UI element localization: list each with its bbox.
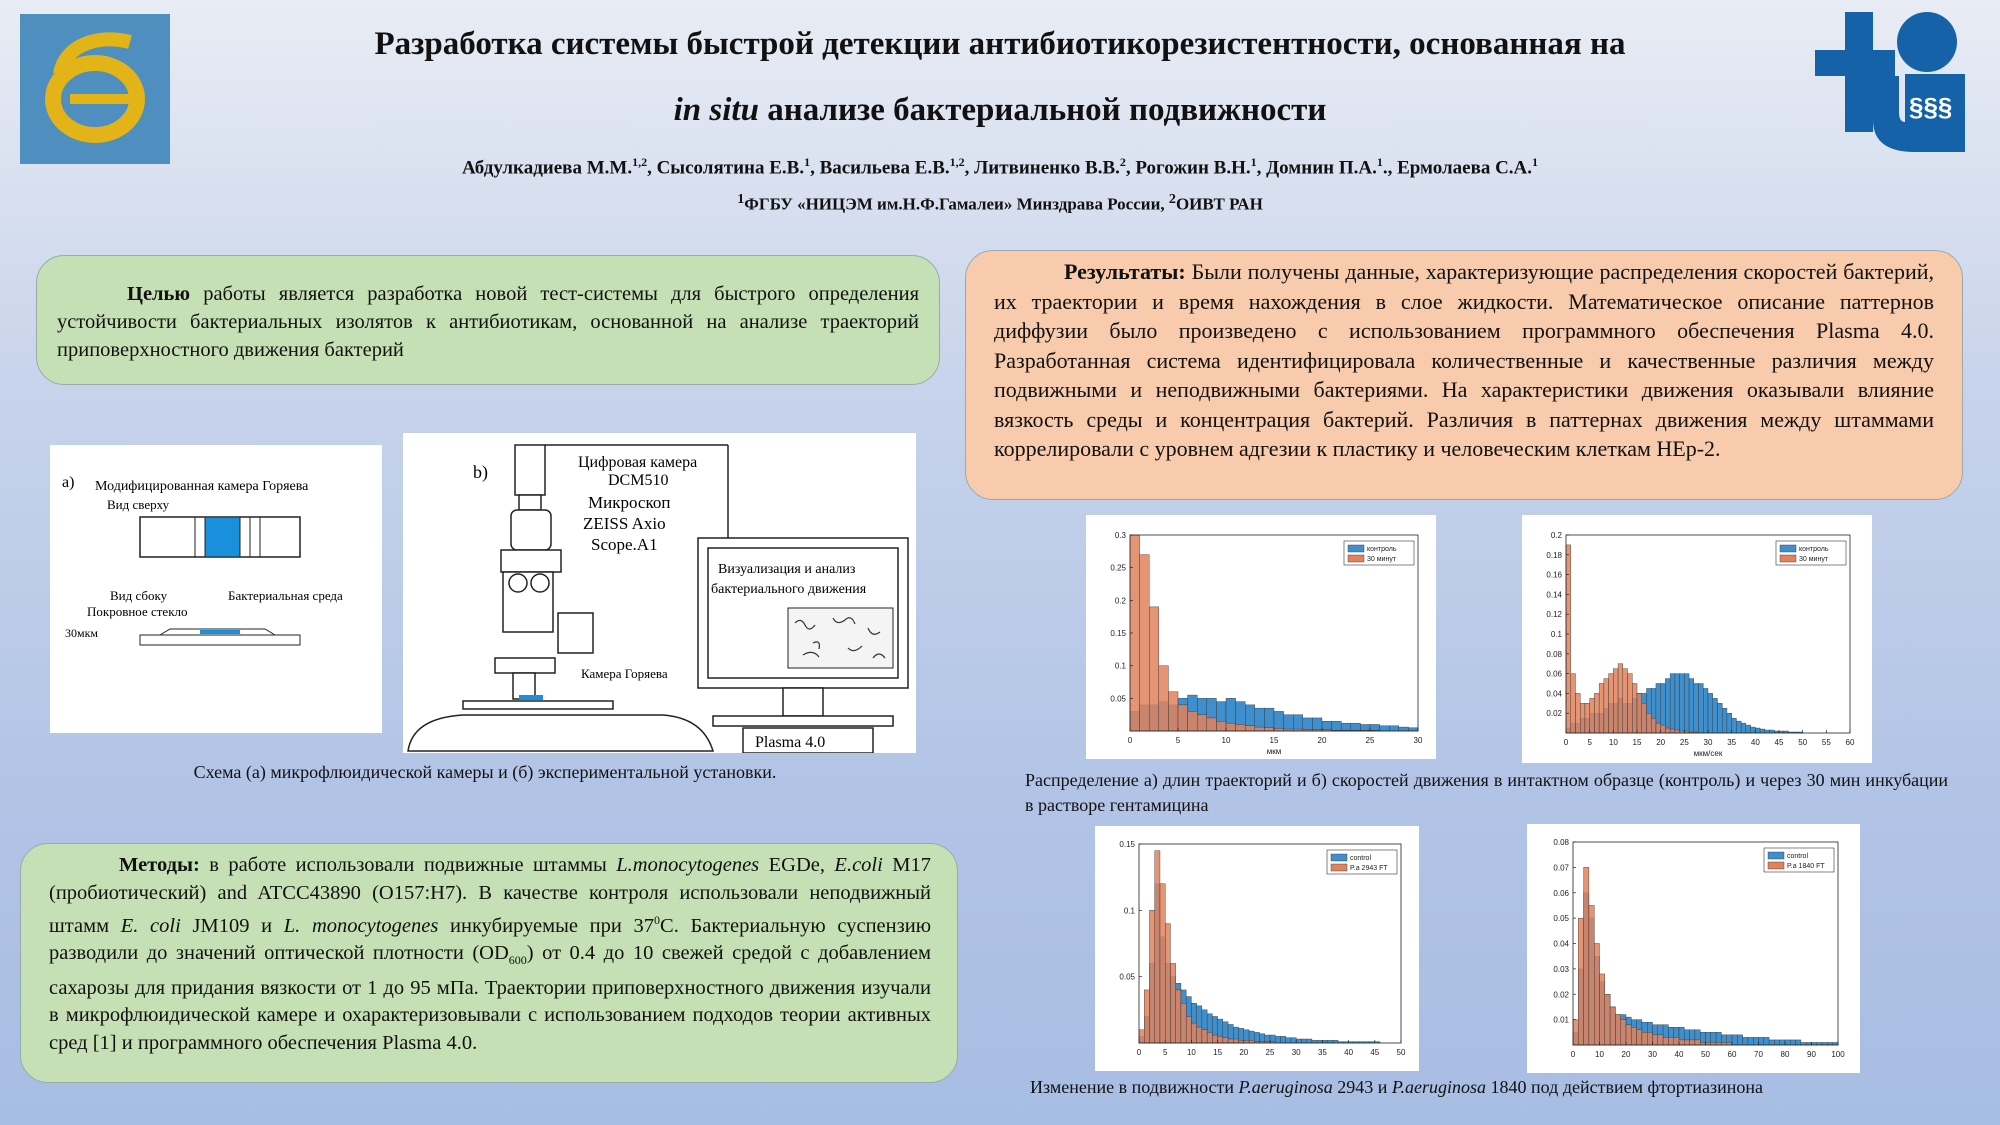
y-tick-label: 0.05	[1119, 972, 1135, 982]
y-tick-label: 0.16	[1546, 570, 1562, 580]
bar-series1	[1408, 728, 1418, 731]
x-tick-label: 5	[1175, 736, 1181, 745]
y-tick-label: 0.18	[1546, 550, 1562, 560]
y-tick-label: 0.25	[1110, 563, 1126, 573]
x-tick-label: 45	[1774, 738, 1784, 747]
bar-series1	[1760, 729, 1765, 733]
bar-series1	[1301, 1039, 1306, 1043]
author-affiliation-sup: 1	[1376, 155, 1383, 169]
y-tick-label: 0.1	[1114, 661, 1126, 671]
x-tick-label: 15	[1213, 1048, 1223, 1057]
bar-series2	[1228, 1039, 1233, 1043]
legend-label: контроль	[1799, 546, 1829, 553]
chart-c3-svg	[1095, 826, 1419, 1071]
legend-label: P.a 1840 FT	[1787, 863, 1825, 870]
x-tick-label: 0	[1136, 1048, 1142, 1057]
x-tick-label: 25	[1265, 1048, 1275, 1057]
legend-swatch	[1348, 555, 1364, 562]
bar-series1	[1274, 711, 1284, 731]
scheme-a-figure	[50, 445, 382, 733]
bar-series2	[1610, 1007, 1615, 1045]
bar-series1	[1680, 674, 1685, 733]
bar-series2	[1186, 1016, 1191, 1043]
x-tick-label: 0	[1570, 1050, 1576, 1059]
bar-series2	[1139, 1030, 1144, 1043]
y-tick-label: 0.15	[1110, 629, 1126, 638]
top-charts-caption: Распределение а) длин траекторий и б) скоростей движения в интактном образце (контроль) и через 30 мин инкубации в растворе гентамицина	[1025, 770, 1948, 815]
x-tick-label: 50	[1396, 1048, 1406, 1057]
scheme-a-title: Модифицированная камера Горяева	[95, 479, 309, 494]
bar-series2	[1656, 723, 1661, 733]
bottom-charts-caption: Изменение в подвижности P.aeruginosa 2943 и P.aeruginosa 1840 под действием фтортиазинона	[1030, 1077, 1764, 1097]
bar-series1	[1765, 730, 1770, 733]
scheme-a-coverslip: Покровное стекло	[87, 604, 188, 619]
bar-series1	[1780, 1040, 1785, 1045]
bar-series2	[1212, 1035, 1217, 1043]
author-affiliation-sup: 1,2	[949, 155, 965, 169]
bar-series1	[1785, 1040, 1790, 1045]
y-tick-label: 0.1	[1123, 906, 1135, 916]
x-tick-label: 45	[1370, 1048, 1380, 1057]
poster-title-line1: Разработка системы быстрой детекции антибиотикорезистентности, основанная на	[374, 26, 1626, 62]
bar-series2	[1600, 974, 1605, 1045]
chart-pa2943	[1095, 826, 1419, 1071]
author-name: Домнин П.А.	[1266, 157, 1377, 179]
bar-series2	[1695, 1040, 1700, 1045]
x-tick-label: 20	[1239, 1048, 1249, 1057]
scheme-a-depth: 30мкм	[65, 626, 99, 640]
author-affiliation-sup: 1	[804, 155, 811, 169]
bar-series2	[1594, 693, 1599, 733]
jiht-logo-icon	[1815, 12, 1965, 162]
bar-series2	[1647, 1032, 1652, 1045]
y-tick-label: 0.1	[1550, 630, 1562, 639]
bar-series2	[1578, 918, 1583, 1045]
x-tick-label: 10	[1608, 738, 1618, 747]
bar-series2	[1590, 698, 1595, 733]
bar-series1	[1370, 724, 1380, 731]
bar-series2	[1197, 715, 1207, 731]
scheme-b-micro3: Scope.A1	[591, 535, 658, 554]
bar-series2	[1245, 726, 1255, 731]
svg-text:§§§: §§§	[1909, 92, 1953, 122]
x-tick-label: 35	[1317, 1048, 1327, 1057]
bar-series1	[1399, 727, 1409, 731]
bar-series1	[1293, 715, 1303, 731]
bar-series1	[1280, 1036, 1285, 1043]
bar-series2	[1605, 994, 1610, 1045]
bar-series1	[1254, 1032, 1259, 1043]
bar-series2	[1599, 684, 1604, 734]
scheme-a-diagram	[50, 445, 382, 733]
bar-series2	[1604, 679, 1609, 733]
bar-series2	[1631, 1027, 1636, 1045]
bar-series1	[1303, 718, 1313, 731]
y-tick-label: 0.06	[1546, 669, 1562, 679]
x-tick-label: 30	[1648, 1050, 1657, 1059]
legend-label: control	[1787, 853, 1809, 860]
y-tick-label: 0.02	[1553, 990, 1569, 1000]
bar-series2	[1233, 1039, 1238, 1043]
legend-swatch	[1768, 852, 1784, 859]
x-axis-label: мкм	[1266, 747, 1282, 756]
bar-series1	[1774, 1040, 1779, 1045]
bar-series2	[1255, 727, 1265, 731]
bar-series2	[1594, 944, 1599, 1046]
y-tick-label: 0.05	[1110, 694, 1126, 704]
x-tick-label: 20	[1317, 736, 1327, 745]
bar-series1	[1713, 698, 1718, 733]
bar-series2	[1207, 718, 1217, 731]
bar-series2	[1653, 1035, 1658, 1045]
bar-series2	[1637, 693, 1642, 733]
x-tick-label: 5	[1587, 738, 1592, 747]
chart-c4-svg	[1527, 824, 1860, 1073]
bar-series2	[1197, 1027, 1202, 1043]
y-tick-label: 0.14	[1546, 590, 1562, 600]
legend-swatch	[1331, 854, 1347, 861]
author-name: Литвиненко В.В.	[974, 157, 1120, 179]
author-affiliation-sup: 1	[1250, 155, 1257, 169]
legend-swatch	[1780, 545, 1796, 552]
bar-series2	[1646, 713, 1651, 733]
bar-series1	[1275, 1036, 1280, 1043]
y-tick-label: 0.03	[1553, 964, 1569, 974]
bar-series2	[1165, 924, 1170, 1043]
y-tick-label: 0.15	[1119, 840, 1135, 849]
bar-series2	[1236, 724, 1246, 731]
bar-series1	[1764, 1037, 1769, 1045]
scheme-a-label: a)	[62, 474, 75, 491]
x-tick-label: 55	[1821, 738, 1831, 747]
bar-series2	[1670, 729, 1675, 733]
bar-series2	[1191, 1023, 1196, 1043]
bar-series2	[1668, 1037, 1673, 1045]
x-tick-label: 50	[1798, 738, 1808, 747]
bar-series1	[1291, 1038, 1296, 1043]
bar-series2	[1216, 721, 1226, 731]
bar-series2	[1690, 1040, 1695, 1045]
chart-trajectory-length	[1086, 515, 1436, 759]
x-tick-label: 5	[1162, 1048, 1168, 1057]
x-tick-label: 60	[1727, 1050, 1737, 1059]
y-tick-label: 0.04	[1546, 689, 1562, 699]
bar-series1	[1769, 1040, 1774, 1045]
bar-series2	[1207, 1032, 1212, 1043]
bar-series2	[1675, 730, 1680, 733]
y-tick-label: 0.08	[1546, 649, 1562, 659]
bar-series1	[1755, 728, 1760, 733]
title-rest: анализе бактериальной подвижности	[758, 92, 1327, 128]
bar-series1	[1332, 721, 1342, 731]
x-tick-label: 20	[1621, 1050, 1631, 1059]
bar-series2	[1218, 1036, 1223, 1043]
bar-series2	[1168, 692, 1178, 731]
bar-series2	[1566, 545, 1571, 733]
y-tick-label: 0.2	[1550, 531, 1562, 540]
bar-series2	[1573, 1020, 1578, 1045]
bar-series2	[1628, 674, 1633, 733]
bar-series2	[1679, 1040, 1684, 1045]
bar-series1	[1286, 1038, 1291, 1043]
bar-series2	[1226, 723, 1236, 731]
scheme-b-micro1: Микроскоп	[588, 493, 671, 512]
legend-swatch	[1331, 864, 1347, 871]
bar-series1	[1351, 723, 1361, 731]
bar-series2	[1575, 693, 1580, 733]
scheme-b-diagram	[403, 433, 916, 753]
institute-logo-left	[20, 14, 170, 164]
legend-label: control	[1350, 855, 1372, 862]
bar-series2	[1580, 703, 1585, 733]
legend-label: контроль	[1367, 546, 1397, 553]
chart-velocity	[1522, 515, 1872, 763]
bar-series1	[1717, 703, 1722, 733]
bar-series1	[1670, 674, 1675, 733]
bar-series2	[1155, 851, 1160, 1043]
bar-series2	[1223, 1038, 1228, 1043]
scheme-a-medium: Бактериальная среда	[228, 588, 343, 603]
bar-series2	[1140, 555, 1150, 731]
trajectories-thumbnail	[788, 608, 893, 668]
bar-series1	[1732, 1035, 1737, 1045]
x-tick-label: 0	[1127, 736, 1133, 745]
legend-label: P.a 2943 FT	[1350, 865, 1388, 872]
bar-series2	[1176, 990, 1181, 1043]
bar-series1	[1737, 1035, 1742, 1045]
scheme-a-side-view: Вид сбоку	[110, 588, 168, 603]
x-tick-label: 0	[1563, 738, 1569, 747]
x-tick-label: 10	[1595, 1050, 1604, 1059]
bar-series1	[1759, 1037, 1764, 1045]
bar-series2	[1623, 669, 1628, 733]
bar-series1	[1746, 725, 1751, 733]
y-tick-label: 0.02	[1546, 709, 1562, 719]
methods-box	[20, 843, 958, 1083]
title-italic: in situ	[673, 92, 759, 128]
y-tick-label: 0.12	[1546, 610, 1562, 620]
bar-series2	[1589, 905, 1594, 1045]
microscope-drawing	[408, 445, 728, 751]
y-tick-label: 0.05	[1553, 914, 1569, 924]
x-tick-label: 35	[1727, 738, 1737, 747]
bar-series1	[1665, 679, 1670, 733]
scheme-b-camera1: Цифровая камера	[578, 454, 698, 471]
bar-series2	[1149, 910, 1154, 1043]
bar-series1	[1675, 674, 1680, 733]
bar-series1	[1284, 715, 1294, 731]
author-name: Абдулкадиева М.М.	[461, 157, 633, 179]
legend-swatch	[1780, 555, 1796, 562]
x-tick-label: 90	[1807, 1050, 1816, 1059]
x-tick-label: 25	[1679, 738, 1689, 747]
bar-series1	[1790, 1040, 1795, 1045]
x-tick-label: 100	[1831, 1050, 1845, 1059]
bar-series1	[1341, 723, 1351, 731]
legend-swatch	[1348, 545, 1364, 552]
bar-series1	[1708, 693, 1713, 733]
legend-label: 30 минут	[1799, 556, 1829, 563]
bar-series2	[1684, 1040, 1689, 1045]
x-tick-label: 60	[1845, 738, 1855, 747]
goal-box	[36, 255, 940, 385]
x-tick-label: 15	[1632, 738, 1642, 747]
bar-series1	[1694, 684, 1699, 734]
bar-series1	[1743, 1037, 1748, 1045]
bar-series1	[1753, 1037, 1758, 1045]
bar-series1	[1770, 730, 1775, 733]
x-tick-label: 10	[1186, 1048, 1196, 1057]
y-tick-label: 0.07	[1553, 863, 1569, 873]
x-tick-label: 30	[1291, 1048, 1301, 1057]
x-tick-label: 70	[1754, 1050, 1763, 1059]
bar-series2	[1170, 963, 1175, 1043]
bar-series1	[1722, 708, 1727, 733]
x-tick-label: 40	[1750, 738, 1760, 747]
bar-series1	[1312, 718, 1322, 731]
methods-text: Методы: в работе использовали подвижные штаммы L.monocytogenes EGDe, E.coli M17 (пробиотический) and ATCC43890 (O157:H7). В качестве контроля использовали неподвижный штамм E. coli JM109 и L. monocytogenes инкубируемые при $37^0С$. Бактериальную суспензию разводили до значений оптической плотности $(OD_{600})$ от 0.4 до 10 свежей средой с добавлением сахарозы для придания вязкости от 1 до 95 мПа. Траектории приповерхностного движения изучали в микрофлюидической камере и охарактеризовывали с использованием подходов теории активных сред [1] и программного обеспечения Plasma 4.0.	[49, 854, 932, 1054]
scheme-b-camera2: DCM510	[608, 472, 669, 489]
bar-series2	[1159, 666, 1169, 731]
bar-series2	[1637, 1030, 1642, 1045]
x-tick-label: 20	[1656, 738, 1666, 747]
bar-series1	[1732, 718, 1737, 733]
bar-series1	[1389, 726, 1399, 731]
bar-series1	[1307, 1039, 1312, 1043]
y-tick-label: 0.3	[1114, 531, 1126, 540]
scheme-b-micro2: ZEISS Axio	[583, 514, 666, 533]
bar-series2	[1621, 1020, 1626, 1045]
scheme-a-top-view: Вид сверху	[107, 497, 170, 512]
bar-series2	[1584, 867, 1589, 1045]
scheme-b-software: Plasma 4.0	[755, 734, 826, 751]
author-affiliation-sup: 1	[1532, 155, 1539, 169]
legend-swatch	[1768, 862, 1784, 869]
bar-series2	[1642, 703, 1647, 733]
scheme-caption: Схема (а) микрофлюидической камеры и (б) экспериментальной установки.	[193, 762, 777, 782]
x-tick-label: 80	[1780, 1050, 1790, 1059]
bar-series1	[1741, 723, 1746, 733]
bar-series2	[1149, 607, 1159, 731]
bar-series2	[1160, 884, 1165, 1043]
bar-series1	[1684, 674, 1689, 733]
goal-text: Целью работы является разработка новой тест-системы для быстрого определения устойчивости бактериальных изолятов к антибиотикам, основанной на анализе траекторий приповерхностного движения бактерий	[57, 283, 919, 361]
results-box	[965, 250, 1963, 500]
y-tick-label: 0.06	[1553, 888, 1569, 898]
bar-series2	[1615, 1015, 1620, 1045]
author-affiliation-sup: 1,2	[632, 155, 648, 169]
bar-series2	[1665, 728, 1670, 733]
chart-c2-svg	[1522, 515, 1872, 763]
y-tick-label: 0.08	[1553, 838, 1569, 847]
bar-series2	[1663, 1037, 1668, 1045]
bar-series1	[1727, 713, 1732, 733]
bar-series1	[1748, 1037, 1753, 1045]
bar-series2	[1178, 705, 1188, 731]
bar-series2	[1264, 728, 1274, 731]
x-tick-label: 15	[1269, 736, 1279, 745]
y-tick-label: 0.04	[1553, 939, 1569, 949]
y-tick-label: 0.2	[1114, 596, 1126, 606]
bar-series1	[1751, 727, 1756, 733]
bar-series1	[1360, 724, 1370, 731]
institute-logo-right	[1815, 12, 1965, 162]
scheme-b-figure	[403, 433, 916, 753]
author-name: Васильева Е.В.	[819, 157, 950, 179]
x-tick-label: 30	[1703, 738, 1713, 747]
author-name: Сысолятина Е.В.	[656, 157, 805, 179]
bar-series2	[1651, 718, 1656, 733]
author-name: Ермолаева С.А.	[1397, 157, 1533, 179]
x-tick-label: 30	[1413, 736, 1423, 745]
bar-series1	[1296, 1039, 1301, 1043]
bar-series1	[1699, 684, 1704, 734]
bar-series2	[1674, 1037, 1679, 1045]
bar-series2	[1188, 711, 1198, 731]
bar-series2	[1613, 669, 1618, 733]
bar-series1	[1736, 721, 1741, 733]
x-axis-label: мкм/сек	[1693, 749, 1723, 758]
bar-series2	[1632, 684, 1637, 734]
poster-title-line2	[240, 92, 1760, 129]
bar-series1	[1689, 679, 1694, 733]
gamaleya-logo-icon	[20, 14, 170, 164]
authors-line: Абдулкадиева М.М.$^{1,2}$, Сысолятина Е.В.$^1$, Васильева Е.В.$^{1,2}$, Литвиненко В.В.$^2$, Рогожин В.Н.$^1$, Домнин П.А.$^1$., Ермолаева С.А.$^1$	[461, 155, 1539, 179]
bar-series2	[1642, 1032, 1647, 1045]
scheme-b-chamber: Камера Горяева	[581, 666, 668, 681]
bar-series2	[1585, 703, 1590, 733]
x-tick-label: 40	[1674, 1050, 1684, 1059]
bar-series2	[1626, 1025, 1631, 1045]
x-tick-label: 10	[1221, 736, 1231, 745]
results-text: Результаты: Были получены данные, характеризующие распределения скоростей бактерий, их траектории и время нахождения в слое жидкости. Математическое описание паттернов диффузии было произведено с использованием программного обеспечения Plasma 4.0. Разработанная система идентифицировала количественные и качественные различия между подвижными и неподвижными бактериями. На характеристики движения оказывали влияние вязкость среды и концентрация бактерий. Различия в паттернах движения между штаммами коррелировали с уровнем адгезии к пластику и человеческим клеткам HEp-2.	[994, 259, 1934, 461]
bar-series2	[1618, 664, 1623, 733]
bar-series2	[1181, 1003, 1186, 1043]
bar-series2	[1609, 674, 1614, 733]
bar-series1	[1796, 1040, 1801, 1045]
chart-c1-svg	[1086, 515, 1436, 759]
bar-series2	[1661, 725, 1666, 733]
author-affiliation-sup: 2	[1119, 155, 1126, 169]
x-tick-label: 50	[1701, 1050, 1710, 1059]
y-tick-label: 0.01	[1553, 1015, 1569, 1025]
x-tick-label: 40	[1344, 1048, 1354, 1057]
bar-series1	[1703, 688, 1708, 733]
bar-series2	[1571, 674, 1576, 733]
x-tick-label: 25	[1365, 736, 1375, 745]
chart-pa1840	[1527, 824, 1860, 1073]
bar-series1	[1380, 726, 1390, 731]
bar-series2	[1144, 990, 1149, 1043]
legend-label: 30 минут	[1367, 556, 1397, 563]
bar-series2	[1658, 1035, 1663, 1045]
scheme-b-monitor1: Визуализация и анализ	[718, 562, 856, 577]
affiliations-line: $^1$ФГБУ «НИЦЭМ им.Н.Ф.Гамалеи» Минздрава России, $^2$ОИВТ РАН	[737, 191, 1263, 214]
bar-series2	[1202, 1030, 1207, 1043]
scheme-b-label: b)	[473, 462, 488, 482]
scheme-b-monitor2: бактериального движения	[711, 582, 867, 597]
author-name: Рогожин В.Н.	[1135, 157, 1251, 179]
